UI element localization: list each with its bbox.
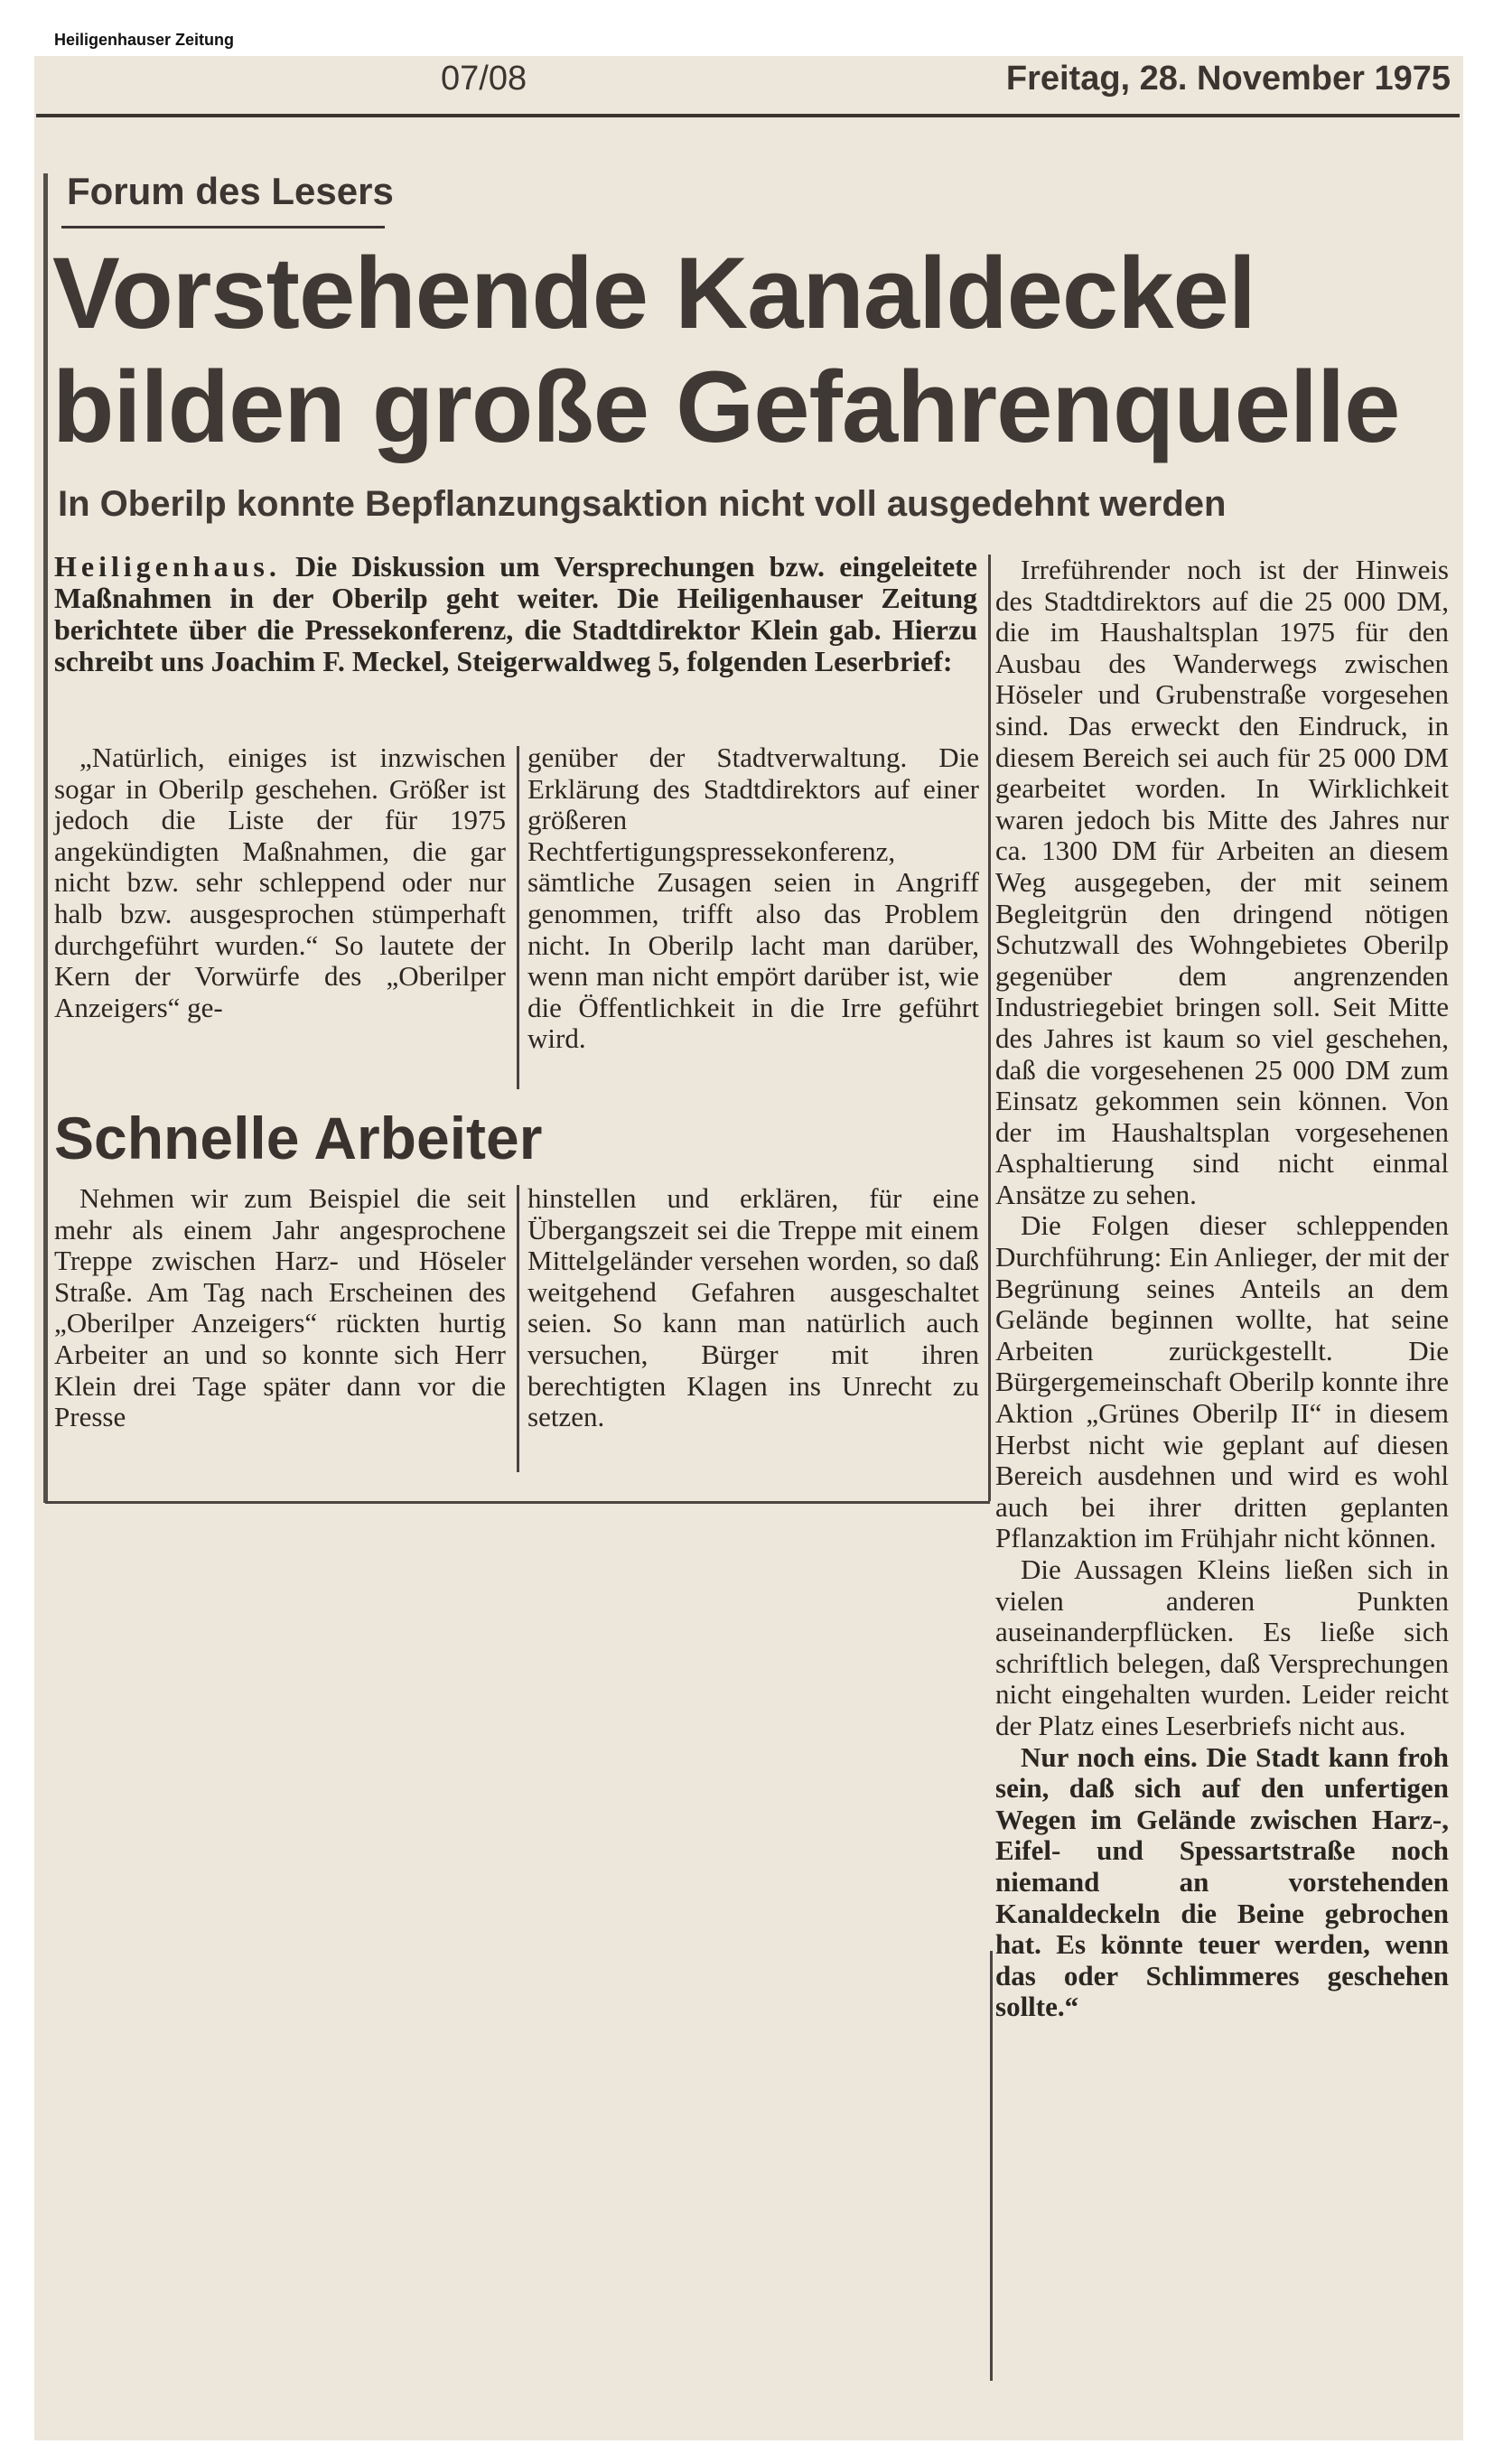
lead-place: Heiligenhaus. [54, 550, 281, 583]
subheadline: In Oberilp konnte Bepflanzungsaktion nicht voll ausgedehnt werden [58, 484, 1227, 524]
headline-line-2: bilden große Gefahrenquelle [52, 350, 1400, 463]
column-divider-upper [517, 746, 519, 1089]
lead-paragraph [54, 551, 977, 677]
dateline: Freitag, 28. November 1975 [1005, 60, 1451, 98]
headline-line-1: Vorstehende Kanaldeckel [52, 237, 1255, 350]
section-underline [61, 226, 385, 229]
column-divider-main [988, 555, 991, 1501]
column-4-text: Nehmen wir zum Beispiel die seit mehr als einem Jahr angesprochene Treppe zwischen Harz- und Höseler Straße. Am Tag nach Erscheinen des „Oberilper Anzeigers“ rückten hurtig Arbeiter an und so konnte sich Herr Klein drei Tage später dann vor die Presse [54, 1182, 506, 1433]
column-4 [54, 1183, 506, 1433]
column-divider-lower [517, 1185, 519, 1472]
column-divider-bottom [990, 1951, 993, 2381]
column-3-paragraph-1: Irreführender noch ist der Hinweis des Stadtdirektors auf die 25 000 DM, die im Haushaltsplan 1975 für den Ausbau des Wanderwegs zwischen Höseler und Grubenstraße vorgesehen sind. Das erweckt den Eindruck, in diesem Bereich sei auch für 25 000 DM gearbeitet worden. In Wirklichkeit waren jedoch bis Mitte des Jahres nur ca. 1300 DM für Arbeiten an diesem Weg ausgegeben, der mit seinem Begleitgrün den dringend nötigen Schutzwall des Wohngebietes Oberilp gegenüber dem angrenzenden Industriegebiet bringen soll. Seit Mitte des Jahres ist kaum so viel geschehen, daß die vorgesehenen 25 000 DM zum Einsatz gekommen sein können. Von der im Haushaltsplan vorgesehenen Asphaltierung sind nicht einmal Ansätze zu sehen. [995, 554, 1449, 1210]
column-1-text: „Natürlich, einiges ist inzwischen sogar in Oberilp geschehen. Größer ist jedoch die Liste der für 1975 angekündigten Maßnahmen, die gar nicht bzw. sehr schleppend oder nur halb bzw. ausgesprochen stümperhaft durchgeführt wurden.“ So lautete der Kern der Vorwürfe des „Oberilper Anzeigers“ ge- [54, 742, 506, 1023]
article-bottom-rule [45, 1501, 990, 1504]
column-1 [54, 742, 506, 1023]
column-3-paragraph-2: Die Folgen dieser schleppenden Durchführung: Ein Anlieger, der mit der Begrünung seines Anteils an dem Gelände beginnen wollte, hat seine Arbeiten zurückgestellt. Die Bürgergemeinschaft Oberilp konnte ihre Aktion „Grünes Oberilp II“ in diesem Herbst nicht wie geplant auf diesen Bereich ausdehnen und wird es wohl auch bei ihrer dritten geplanten Pflanzaktion im Frühjahr nicht können. [995, 1209, 1449, 1554]
lead-text: Die Diskussion um Versprechungen bzw. eingeleitete Maßnahmen in der Oberilp geht weiter. Die Heiligenhauser Zeitung berichtete über die Pressekonferenz, die Stadtdirektor Klein gab. Hierzu schreibt uns Joachim F. Meckel, Steigerwaldweg 5, folgenden Leserbrief: [54, 550, 977, 677]
section-label: Forum des Lesers [67, 170, 394, 212]
headline [52, 237, 1461, 464]
article-left-border [43, 173, 48, 1503]
column-2 [527, 742, 979, 1055]
issue-code: 07/08 [441, 60, 527, 98]
header-rule [36, 114, 1460, 117]
source-label: Heiligenhauser Zeitung [54, 31, 235, 49]
column-3-paragraph-3: Die Aussagen Kleins ließen sich in vielen anderen Punkten auseinanderpflücken. Es ließe sich schriftlich belegen, daß Versprechungen nicht eingehalten wurden. Leider reicht der Platz eines Leserbriefs nicht aus. [995, 1553, 1449, 1741]
column-2-text: genüber der Stadtverwaltung. Die Erklärung des Stadtdirektors auf einer größeren Rechtfertigungspressekonferenz, sämtliche Zusagen seien in Angriff genommen, trifft also das Problem nicht. In Oberilp lacht man darüber, wenn man nicht empört darüber ist, wie die Öffentlichkeit in die Irre geführt wird. [527, 742, 979, 1055]
column-5-text: hinstellen und erklären, für eine Übergangszeit sei die Treppe mit einem Mittelgeländer versehen worden, so daß weitgehend Gefahren ausgeschaltet seien. So kann man natürlich auch versuchen, Bürger mit ihren berechtigten Klagen ins Unrecht zu setzen. [527, 1182, 979, 1433]
column-5 [527, 1183, 979, 1433]
subheading-schnelle-arbeiter: Schnelle Arbeiter [54, 1105, 543, 1171]
column-3-paragraph-4: Nur noch eins. Die Stadt kann froh sein, daß sich auf den unfertigen Wegen im Gelände zwischen Harz-, Eifel- und Spessartstraße noch niemand an vorstehenden Kanaldeckeln die Beine gebrochen hat. Es könnte teuer werden, wenn das oder Schlimmeres geschehen sollte.“ [995, 1740, 1449, 2023]
column-3 [995, 555, 1449, 2023]
